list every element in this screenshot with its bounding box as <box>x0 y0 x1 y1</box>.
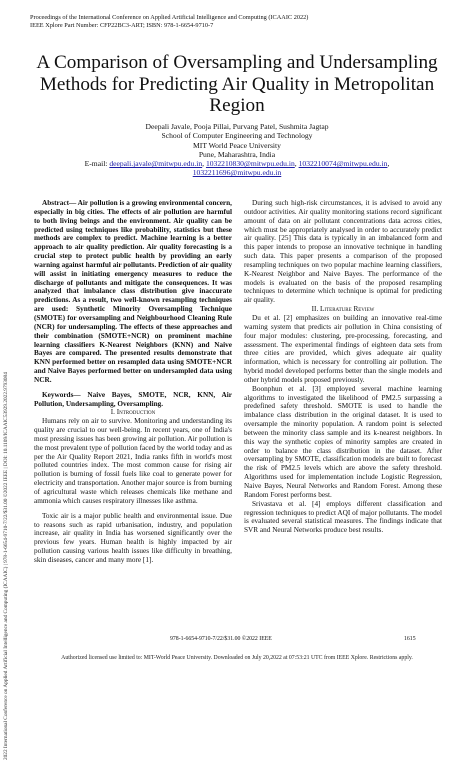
paragraph: Toxic air is a major public health and environmental issue. Due to reasons such as rapid urbanisation, industry, and population increase, air quality in India has worsened significantly over the previous few years. Human health is highly impacted by air pollution causing various health issues like difficulty in breathing, skin diseases, cancer and many more [1]. <box>34 511 232 564</box>
author-block <box>60 122 414 178</box>
paragraph: Du et al. [2] emphasizes on building an innovative real-time warning system that predicts air pollution in China consisting of four major modules: clustering, pre-processing, forecasting, and assessment. The experimental findings of eighteen data sets from three cities are provided, which gives adequate air quality information, which is necessary for controlling air pollution. The hybrid model developed performs better than the single models and other hybrid models proposed previously. <box>244 313 442 384</box>
license-footer: Authorized licensed use limited to: MIT-World Peace University. Downloaded on July 20,2022 at 07:53:21 UTC from IEEE Xplore. Restrictions apply. <box>61 655 413 661</box>
page-number: 1615 <box>404 636 416 642</box>
paragraph: Boonphun et al. [3] employed several machine learning algorithms to investigated the likelihood of PM2.5 surpassing a predefined safety threshold. SMOTE is used to handle the imbalance class distribution in the original dataset. It is used to oversample the minority population. A random point is selected between the minority class sample and its k-nearest neighbors. In this way the synthetic copies of minority samples are created in order to balance the class distribution in the dataset. After oversampling by SMOTE, classification models are built to forecast the risk of PM2.5 levels which are above the safety threshold. Algorithms used for implementation include Logistic Regression, Naive Bayes, Neural Networks and Random Forest. Among these Random Forest performs best. <box>244 384 442 499</box>
section-heading-literature-review: II. Literature Review <box>311 305 375 314</box>
section-heading-introduction: I. Introduction <box>110 408 156 417</box>
author-names: Deepali Javale, Pooja Pillai, Purvang Patel, Sushmita Jagtap <box>145 122 329 131</box>
paragraph: During such high-risk circumstances, it is advised to avoid any outdoor activities. Air quality monitoring stations record significant amount of data on air pollutant concentrations data across cities, which must be appropriately analysed in order to accurately predict air quality. [25] This data is typically in an imbalanced form and this paper intends to propose an innovative technique in handling such data. This paper presents a comparison of the proposed resampling techniques on two popular machine learning classifiers, K-Nearest Neighbor and Naive Bayes. The performance of the models is evaluated on the basis of the proposed resampling techniques to determine which technique is optimal for predicting air quality. <box>244 199 442 305</box>
email-separator: , <box>202 159 206 169</box>
paragraph: Humans rely on air to survive. Monitoring and understanding its quality are crucial to our well-being. In recent years, one of India's most pressing issues has been growing air pollution. Air pollution is the most prevalent type of pollution faced by the world today and as per the Air Quality Report 2021, India ranks fifth in world's most polluted countries index. The most common cause for rising air pollution is burning of fossil fuels like coal to generate power for electricity and transportation. Another major source is from burning of agricultural waste which releases chemicals like methane and ammonia which causes respiratory illnesses like asthma. <box>34 417 232 505</box>
location: Pune, Maharashtra, India <box>198 149 276 159</box>
header-line-1: Proceedings of the International Conference on Applied Artificial Intelligence and Computing (ICAAIC 2022) <box>30 14 309 21</box>
university: MIT World Peace University <box>193 140 281 150</box>
header-line-2: IEEE Xplore Part Number: CFP22BC3-ART; ISBN: 978-1-6654-9710-7 <box>30 22 214 30</box>
left-column <box>34 199 232 565</box>
email-link[interactable]: deepali.javale@mitwpu.edu.in <box>109 159 203 169</box>
paper-title: A Comparison of Oversampling and Undersampling Methods for Predicting Air Quality in Metropolitan Region <box>36 52 438 116</box>
side-doi-strip: 2022 International Conference on Applied Artificial Intelligence and Computing (ICAAIC) | 978-1-6654-9710-7/22/$31.00 ©2022 IEEE | DOI: 10.1109/ICAAIC53929.2022.9793084 <box>3 372 9 760</box>
conference-header <box>30 14 308 30</box>
right-column <box>244 199 442 535</box>
email-block <box>60 159 414 178</box>
abstract: Abstract— Air pollution is a growing environmental concern, especially in big cities. The effects of air pollution are harmful to both living beings and the environment. Air quality can be predicted using techniques like probability, statistics but these methods are complex to predict. Machine learning is a better approach to air quality prediction. Air quality forecasting is a crucial step to protect public health by providing an early warning against harmful air pollutants. Prediction of air quality will assist in initiating emergency measures to reduce the discharge of pollutants and mitigate the consequences. It was analyzed that imbalance class distribution give inaccurate predictions. As a result, two well-known resampling techniques are used: Synthetic Minority Oversampling Technique (SMOTE) for oversampling and Neighbourhood Cleaning Rule (NCR) for undersampling. The effects of these approaches and their combination (SMOTE+NCR) on prominent machine learning classifiers K-Nearest Neighbors (KNN) and Naive Bayes are compared. The presented results demonstrate that KNN performed better on resampled data using SMOTE+NCR and Naive Bayes performed better on undersampled data using NCR. <box>34 199 232 384</box>
email-link[interactable]: 1032210830@mitwpu.edu.in <box>205 159 295 169</box>
footer-isbn: 978-1-6654-9710-7/22/$31.00 ©2022 IEEE <box>170 636 272 642</box>
email-link[interactable]: 1032210074@mitwpu.edu.in <box>298 159 388 169</box>
email-link[interactable]: 1032211696@mitwpu.edu.in <box>192 168 282 178</box>
paragraph: Srivastava et al. [4] employs different classification and regression techniques to predict AQI of major pollutants. The model is evaluated several statistical measures. The findings indicate that SVR and Neural Networks produce best results. <box>244 499 442 535</box>
keywords: Keywords— Naive Bayes, SMOTE, NCR, KNN, Air Pollution, Undersampling, Oversampling. <box>34 390 232 408</box>
email-separator: , <box>294 159 299 169</box>
email-prefix: E-mail: <box>84 159 108 169</box>
department: School of Computer Engineering and Technology <box>161 131 313 141</box>
email-separator: , <box>387 159 390 169</box>
